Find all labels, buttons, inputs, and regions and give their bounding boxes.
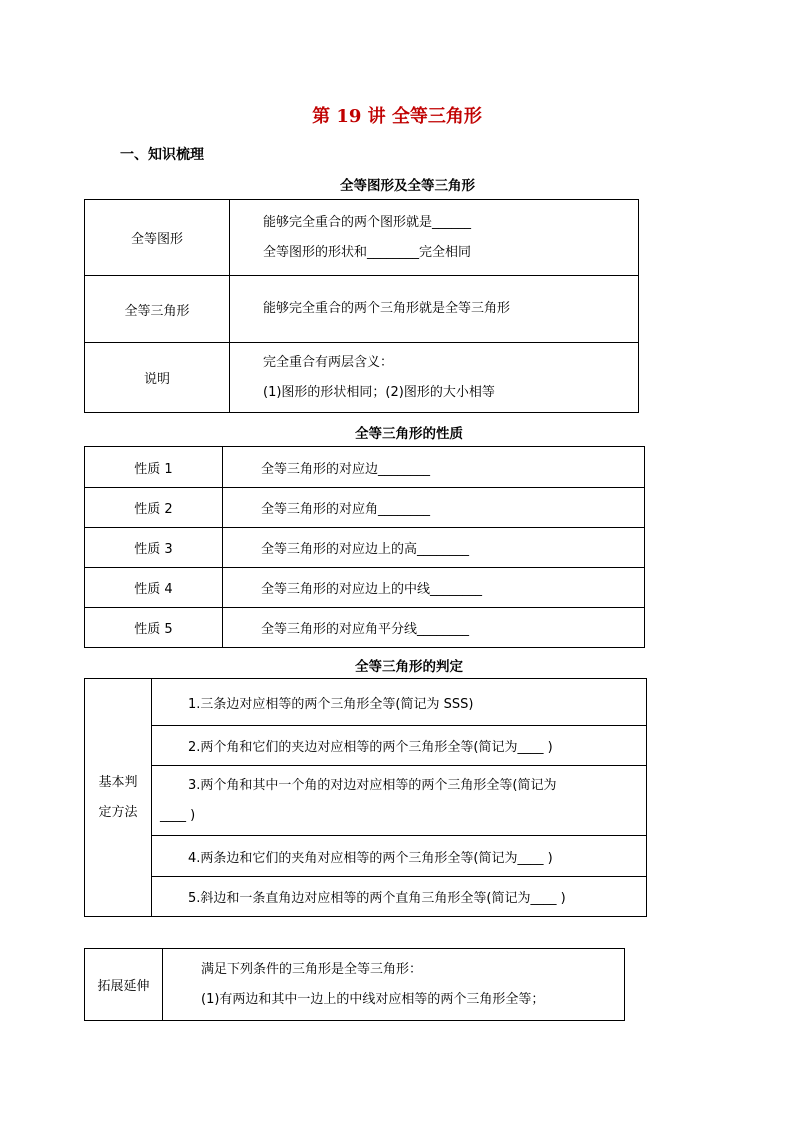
criteria-text: 2.两个角和它们的夹边对应相等的两个三角形全等(简记为____ ) — [152, 726, 647, 766]
property-text: 全等三角形的对应角平分线________ — [223, 608, 645, 648]
property-text: 全等三角形的对应边上的高________ — [223, 528, 645, 568]
table-properties — [84, 446, 645, 648]
criteria-text: 5.斜边和一条直角边对应相等的两个直角三角形全等(简记为____ ) — [152, 877, 647, 917]
table3-caption: 全等三角形的判定 — [355, 659, 463, 675]
table-row — [85, 679, 647, 726]
content-line: 全等图形的形状和________完全相同 — [263, 244, 472, 260]
extension-line: (1)有两边和其中一边上的中线对应相等的两个三角形全等； — [201, 991, 545, 1007]
table-criteria — [84, 678, 647, 917]
row-content — [230, 276, 639, 343]
content-line: 完全重合有两层含义： — [263, 354, 394, 370]
criteria-text: 4.两条边和它们的夹角对应相等的两个三角形全等(简记为____ ) — [152, 836, 647, 877]
extension-label: 拓展延伸 — [85, 949, 163, 1021]
table1-caption: 全等图形及全等三角形 — [340, 178, 475, 194]
row-content — [230, 200, 639, 276]
table-congruent-figures — [84, 199, 639, 413]
property-label: 性质 3 — [85, 528, 223, 568]
property-text: 全等三角形的对应角________ — [223, 488, 645, 528]
table-row — [85, 528, 645, 568]
content-line: 能够完全重合的两个三角形就是全等三角形 — [263, 301, 511, 316]
property-label: 性质 5 — [85, 608, 223, 648]
row-label: 全等图形 — [85, 200, 230, 276]
table-extension — [84, 948, 625, 1021]
table-row — [85, 568, 645, 608]
property-text: 全等三角形的对应边上的中线________ — [223, 568, 645, 608]
table-row — [85, 608, 645, 648]
table-row — [85, 766, 647, 836]
property-text: 全等三角形的对应边________ — [223, 447, 645, 488]
content-line: (1)图形的形状相同；(2)图形的大小相等 — [263, 384, 495, 400]
table-row — [85, 343, 639, 413]
criteria-label-line: 定方法 — [98, 804, 138, 820]
criteria-label — [85, 679, 152, 917]
section-heading: 一、知识梳理 — [120, 147, 204, 163]
criteria-line: ____ ) — [160, 807, 196, 823]
criteria-label-line: 基本判 — [98, 774, 138, 790]
extension-line: 满足下列条件的三角形是全等三角形： — [201, 961, 423, 977]
criteria-line: 3.两个角和其中一个角的对边对应相等的两个三角形全等(简记为 — [188, 777, 557, 793]
extension-content — [163, 949, 625, 1021]
property-label: 性质 2 — [85, 488, 223, 528]
table-row — [85, 447, 645, 488]
row-label: 全等三角形 — [85, 276, 230, 343]
criteria-text: 1.三条边对应相等的两个三角形全等(简记为 SSS) — [152, 679, 647, 726]
criteria-text — [152, 766, 647, 836]
table-row — [85, 726, 647, 766]
table-row — [85, 276, 639, 343]
table-row — [85, 488, 645, 528]
row-label: 说明 — [85, 343, 230, 413]
property-label: 性质 1 — [85, 447, 223, 488]
row-content — [230, 343, 639, 413]
page-title: 第 19 讲 全等三角形 — [312, 106, 482, 127]
table2-caption: 全等三角形的性质 — [355, 426, 463, 442]
table-row — [85, 877, 647, 917]
table-row — [85, 200, 639, 276]
table-row — [85, 949, 625, 1021]
property-label: 性质 4 — [85, 568, 223, 608]
content-line: 能够完全重合的两个图形就是______ — [263, 214, 472, 230]
table-row — [85, 836, 647, 877]
